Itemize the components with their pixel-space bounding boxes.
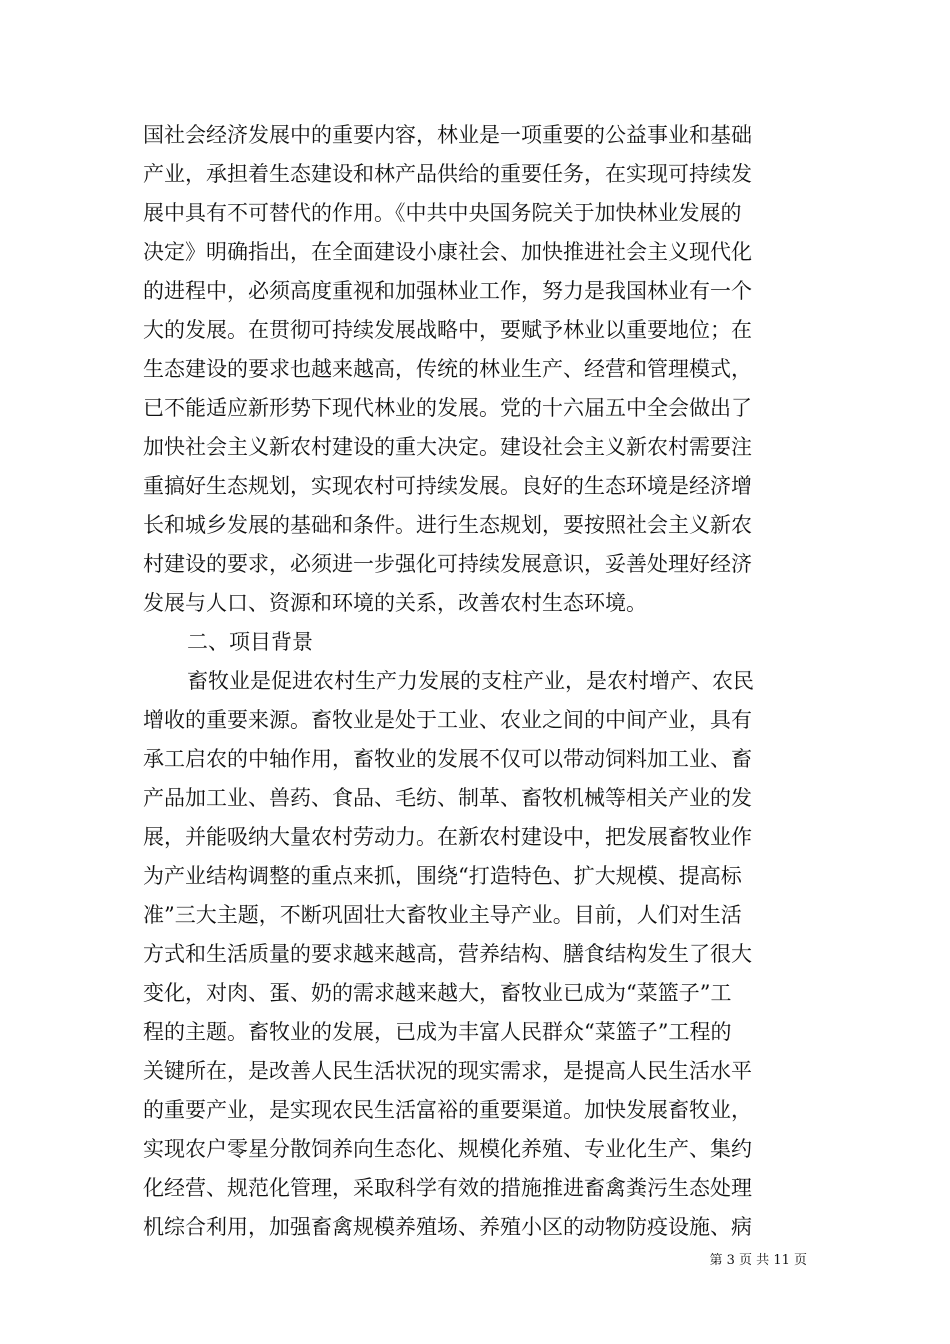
text-line: 长和城乡发展的基础和条件。进行生态规划，要按照社会主义新农 <box>143 513 752 537</box>
text-line: 机综合利用，加强畜禽规模养殖场、养殖小区的动物防疫设施、病 <box>143 1215 752 1239</box>
text-line: 村建设的要求，必须进一步强化可持续发展意识，妥善处理好经济 <box>143 552 752 576</box>
text-line: 实现农户零星分散饲养向生态化、规模化养殖、专业化生产、集约 <box>143 1137 752 1161</box>
text-line: 方式和生活质量的要求越来越高，营养结构、膳食结构发生了很大 <box>143 942 752 966</box>
text-line: 国社会经济发展中的重要内容，林业是一项重要的公益事业和基础 <box>143 123 752 147</box>
text-line: 承工启农的中轴作用，畜牧业的发展不仅可以带动饲料加工业、畜 <box>143 747 752 771</box>
text-line: 的进程中，必须高度重视和加强林业工作，努力是我国林业有一个 <box>143 279 752 303</box>
text-line: 产业，承担着生态建设和林产品供给的重要任务，在实现可持续发 <box>143 162 752 186</box>
section-heading: 二、项目背景 <box>187 630 313 654</box>
text-line: 准”三大主题，不断巩固壮大畜牧业主导产业。目前，人们对生活 <box>143 903 742 927</box>
text-line: 化经营、规范化管理，采取科学有效的措施推进畜禽粪污生态处理 <box>143 1176 752 1200</box>
text-line: 已不能适应新形势下现代林业的发展。党的十六届五中全会做出了 <box>143 396 752 420</box>
text-line: 展中具有不可替代的作用。《中共中央国务院关于加快林业发展的 <box>143 201 742 225</box>
text-line: 决定》明确指出，在全面建设小康社会、加快推进社会主义现代化 <box>143 240 752 264</box>
text-line: 的重要产业，是实现农民生活富裕的重要渠道。加快发展畜牧业， <box>143 1098 752 1122</box>
paragraph-forestry <box>143 116 807 623</box>
text-line: 变化，对肉、蛋、奶的需求越来越大，畜牧业已成为“菜篮子”工 <box>143 981 732 1005</box>
text-line: 产品加工业、兽药、食品、毛纺、制革、畜牧机械等相关产业的发 <box>143 786 752 810</box>
text-line: 生态建设的要求也越来越高，传统的林业生产、经营和管理模式， <box>143 357 752 381</box>
text-line: 为产业结构调整的重点来抓，围绕“打造特色、扩大规模、提高标 <box>143 864 742 888</box>
text-line: 重搞好生态规划，实现农村可持续发展。良好的生态环境是经济增 <box>143 474 752 498</box>
text-line: 增收的重要来源。畜牧业是处于工业、农业之间的中间产业，具有 <box>143 708 752 732</box>
text-line: 大的发展。在贯彻可持续发展战略中，要赋予林业以重要地位；在 <box>143 318 752 342</box>
page-number: 第 3 页 共 11 页 <box>709 1253 807 1268</box>
paragraph-project-background <box>143 662 807 1247</box>
text-line: 展，并能吸纳大量农村劳动力。在新农村建设中，把发展畜牧业作 <box>143 825 752 849</box>
text-line: 畜牧业是促进农村生产力发展的支柱产业，是农村增产、农民 <box>187 669 754 693</box>
text-line: 发展与人口、资源和环境的关系，改善农村生态环境。 <box>143 591 647 615</box>
text-line: 程的主题。畜牧业的发展，已成为丰富人民群众“菜篮子”工程的 <box>143 1020 732 1044</box>
text-line: 关键所在，是改善人民生活状况的现实需求，是提高人民生活水平 <box>143 1059 752 1083</box>
text-line: 加快社会主义新农村建设的重大决定。建设社会主义新农村需要注 <box>143 435 752 459</box>
document-body <box>143 116 807 1247</box>
